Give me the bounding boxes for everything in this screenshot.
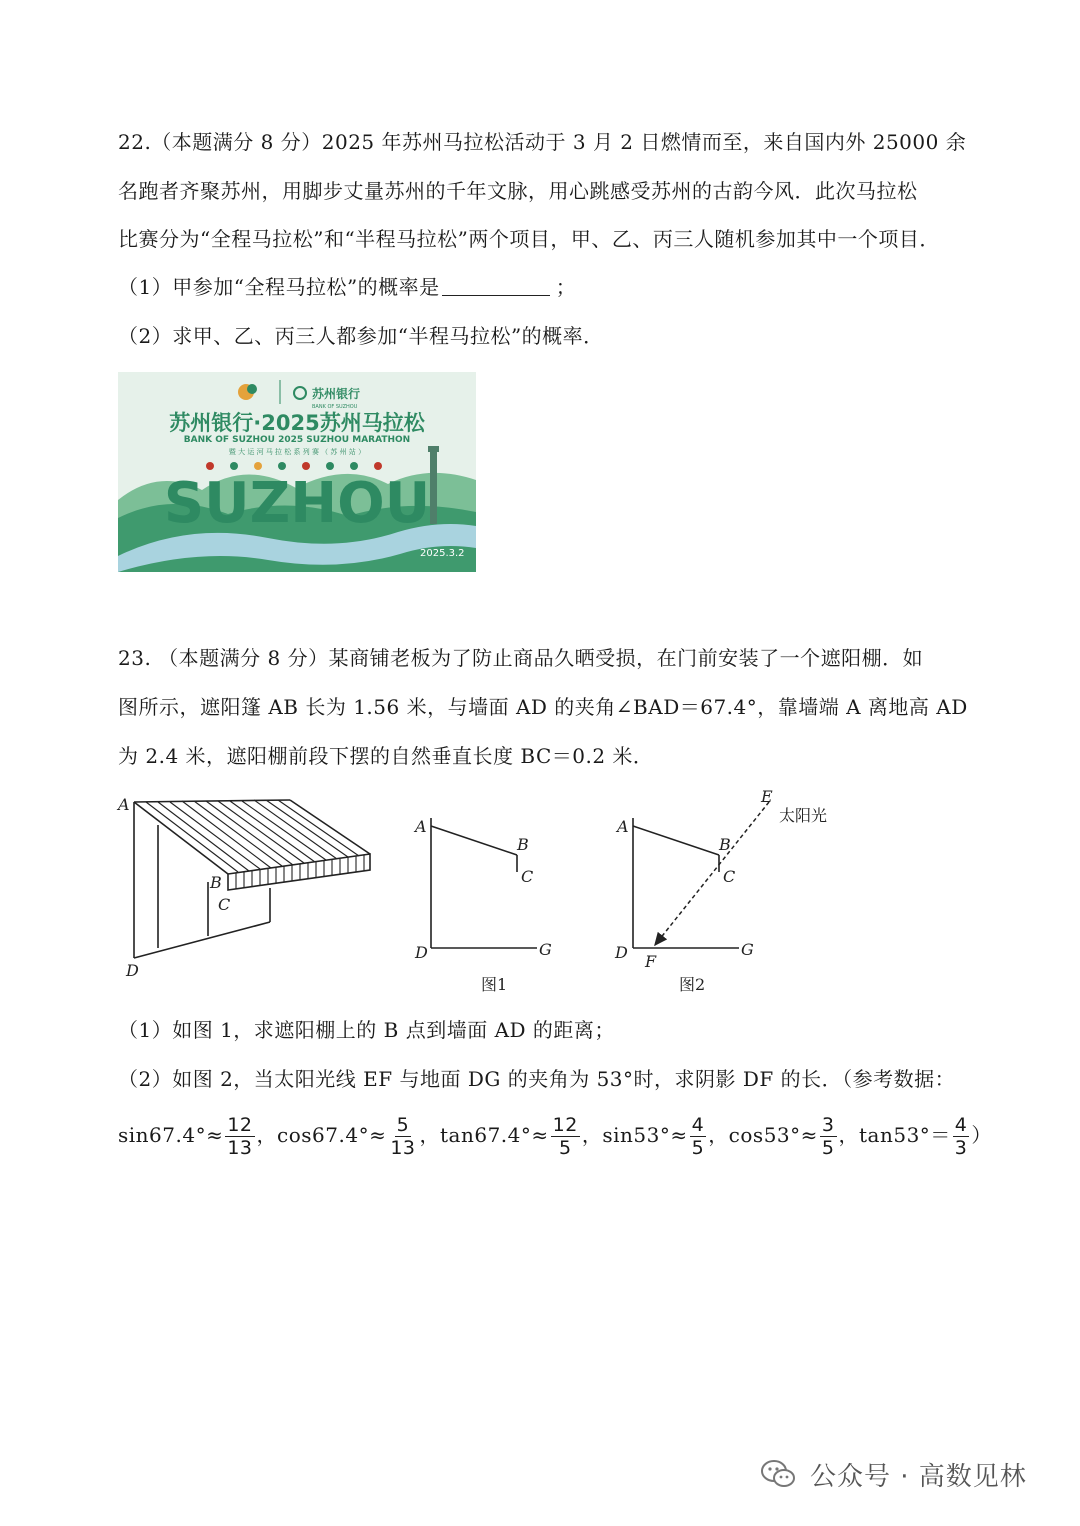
banner-big-word: SUZHOU xyxy=(163,471,431,536)
ref-sin674-frac: $\frac{12}{13}$ xyxy=(227,1114,253,1159)
marathon-banner xyxy=(118,372,476,572)
fig1-label-b: B xyxy=(517,835,529,854)
fig1-caption: 图1 xyxy=(481,975,508,994)
banner-subtitle: 暨 大 运 河 马 拉 松 系 列 赛 （ 苏 州 站 ） xyxy=(228,448,366,456)
q23-part-2: （2）如图 2，当太阳光线 EF 与地面 DG 的夹角为 53°时，求阴影 DF 的长．（参考数据： xyxy=(118,1067,956,1091)
fig2-label-c: C xyxy=(723,867,736,886)
fig1-label-c: C xyxy=(521,867,534,886)
q22-line-3: 比赛分为“全程马拉松”和“半程马拉松”两个项目，甲、乙、丙三人随机参加其中一个项目． xyxy=(118,227,940,251)
marathon-banner-art xyxy=(118,372,476,572)
awning-label-b: B xyxy=(210,873,222,892)
q22-part-1-suffix: ； xyxy=(555,275,577,299)
fig1-label-g: G xyxy=(539,940,552,959)
q22-line-2: 名跑者齐聚苏州，用脚步丈量苏州的千年文脉，用心跳感受苏州的古韵今风．此次马拉松 xyxy=(118,179,918,203)
banner-title-cn: 苏州银行·2025苏州马拉松 xyxy=(169,411,425,435)
fig2-sunlight-label: 太阳光 xyxy=(779,806,828,825)
q22-part-1 xyxy=(118,272,576,302)
q23-line-3: 为 2.4 米，遮阳棚前段下摆的自然垂直长度 BC＝0.2 米． xyxy=(118,744,654,768)
ref-cos53-frac: $\frac{3}{5}$ xyxy=(821,1114,835,1159)
ref-cos53: ，cos53°≈ xyxy=(708,1123,818,1147)
ref-cos674-frac: $\frac{5}{13}$ xyxy=(390,1114,416,1159)
fig2-caption: 图2 xyxy=(679,975,706,994)
wechat-watermark xyxy=(760,1454,1027,1494)
q23-line-1: 23. （本题满分 8 分）某商铺老板为了防止商品久晒受损，在门前安装了一个遮阳棚．如 xyxy=(118,646,924,670)
banner-bank-cn: 苏州银行 xyxy=(312,387,361,401)
banner-bank-en: BANK OF SUZHOU xyxy=(312,404,358,410)
q23-part-1: （1）如图 1，求遮阳棚上的 B 点到墙面 AD 的距离； xyxy=(118,1018,615,1042)
banner-date: 2025.3.2 xyxy=(420,548,465,559)
fig1-label-d: D xyxy=(415,943,428,962)
awning-label-c: C xyxy=(218,895,231,914)
figure-1 xyxy=(405,800,575,1000)
fig1-label-a: A xyxy=(415,817,427,836)
fig2-label-b: B xyxy=(719,835,731,854)
fig2-label-d: D xyxy=(615,943,628,962)
fig2-label-f: F xyxy=(645,952,657,971)
q22-line-1: 22.（本题满分 8 分）2025 年苏州马拉松活动于 3 月 2 日燃情而至，来自国内外 25000 余 xyxy=(118,130,967,154)
ref-sin53: ，sin53°≈ xyxy=(581,1123,688,1147)
wechat-icon xyxy=(760,1459,796,1489)
ref-close: ） xyxy=(971,1123,992,1147)
awning-label-a: A xyxy=(118,795,130,814)
ref-tan53-frac: $\frac{4}{3}$ xyxy=(954,1114,968,1159)
ref-tan674: ，tan67.4°≈ xyxy=(419,1123,549,1147)
watermark-text: 公众号 · 高数见林 xyxy=(810,1461,1027,1492)
reference-data xyxy=(118,1110,992,1160)
answer-blank[interactable] xyxy=(442,273,550,296)
fig2-label-g: G xyxy=(741,940,754,959)
ref-tan674-frac: $\frac{12}{5}$ xyxy=(552,1114,578,1159)
q23-line-2: 图所示，遮阳篷 AB 长为 1.56 米，与墙面 AD 的夹角∠BAD＝67.4°，靠墙端 A 离地高 AD xyxy=(118,695,968,719)
fig2-label-e: E xyxy=(761,787,773,806)
ref-cos674: ，cos67.4°≈ xyxy=(256,1123,387,1147)
figure-2 xyxy=(605,785,865,1000)
q22-part-1-text: （1）甲参加“全程马拉松”的概率是 xyxy=(118,275,440,299)
fig2-label-a: A xyxy=(617,817,629,836)
q22-part-2: （2）求甲、乙、丙三人都参加“半程马拉松”的概率． xyxy=(118,324,604,348)
ref-sin674: sin67.4°≈ xyxy=(118,1123,224,1147)
awning-drawing xyxy=(112,790,382,982)
banner-title-en: BANK OF SUZHOU 2025 SUZHOU MARATHON xyxy=(183,435,411,445)
ref-tan53: ，tan53°＝ xyxy=(838,1123,951,1147)
awning-label-d: D xyxy=(126,961,139,980)
ref-sin53-frac: $\frac{4}{5}$ xyxy=(691,1114,705,1159)
